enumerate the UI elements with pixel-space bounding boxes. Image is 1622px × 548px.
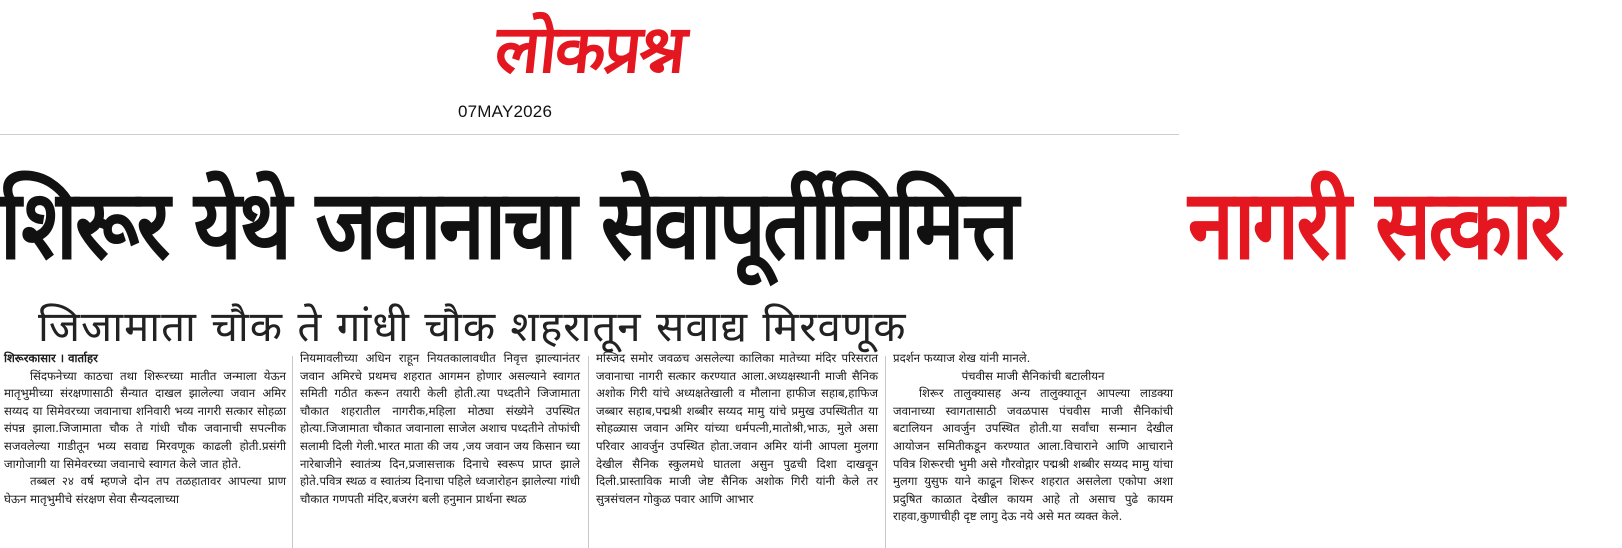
column-divider	[292, 356, 293, 548]
article-column-1	[4, 350, 286, 548]
column-divider	[885, 356, 886, 548]
paragraph: प्रदर्शन फय्याज शेख यांनी मानले.	[893, 351, 1031, 365]
paragraph: तब्बल २४ वर्ष म्हणजे दोन तप तळहातावर आपल्या प्राण घेऊन मातृभुमीचे संरक्षण सेवा सैन्यदलाच्या	[4, 474, 286, 506]
paragraph: सिंदफनेच्या काठचा तथा शिरूरच्या मातीत जन्माला येऊन मातृभुमीच्या संरक्षणासाठी सैन्यात दाखल झालेल्या जवान अमिर सय्यद या सिमेवरच्या जवानाचा शनिवारी भव्य नागरी सत्कार सोहळा संपन्न झाला.जिजामाता चौक ते गांधी चौक जवानाची सपत्नीक सजवलेल्या गाडीतून भव्य सवाद्य मिरवणूक काढली होती.प्रसंगी जागोजागी या सिमेवरच्या जवानाचे स्वागत केले जात होते.	[4, 368, 286, 471]
article-column-3	[596, 350, 878, 548]
dateline: शिरूरकासार । वार्ताहर	[4, 351, 98, 365]
masthead-divider	[0, 134, 1179, 135]
headline-red-wrap	[1188, 150, 1562, 300]
article-subheading: पंचवीस माजी सैनिकांची बटालीयन	[961, 368, 1105, 383]
headline-red-part: नागरी सत्कार	[1187, 169, 1562, 281]
paragraph: शिरूर तालुक्यासह अन्य तालुक्यातून आपल्या लाडक्या जवानाच्या स्वागतासाठी जवळपास पंचवीस माजी सैनिकांची बटालियन आवर्जुन उपस्थित होती.या सर्वांचा सन्मान देखील आयोजन समितीकडून करण्यात आला.विचाराने आणि आचाराने पवित्र शिरूरची भुमी असे गौरवोद्गार पद्मश्री शब्बीर सय्यद मामु यांचा मुलगा युसुफ याने काढून शिरूर शहरात असलेला एकोपा अशा प्रदुषित काळात देखील कायम आहे तो असाच पुढे कायम राहवा,कुणाचीही दृष्ट लागु देऊ नये असे मत व्यक्त केले.	[893, 386, 1173, 524]
masthead-logo	[450, 4, 730, 102]
masthead-logo-text: लोकप्रश्न	[491, 11, 689, 88]
headline	[0, 150, 1562, 300]
issue-date: 07MAY2026	[458, 102, 553, 121]
paragraph: मस्जिद समोर जवळच असलेल्या कालिका मातेच्या मंदिर परिसरात जवानाचा नागरी सत्कार करण्यात आला.अध्यक्षस्थानी माजी सैनिक अशोक गिरी यांचे अध्यक्षतेखाली व मौलाना हाफीज सहाब,हाफिज जब्बार सहाब,पद्मश्री शब्बीर सय्यद मामु यांचे प्रमुख उपस्थितीत या सोहळ्यास जवान अमिर यांच्या धर्मपत्नी,मातोश्री,भाऊ, मुले असा परिवार आवर्जुन उपस्थित होता.जवान अमिर यांनी आपला मुलगा देखील सैनिक स्कुलमधे घातला असुन पुढची दिशा दाखवून दिली.प्रास्ताविक माजी जेष्ट सैनिक अशोक गिरी यांनी केले तर सुत्रसंचलन गोकुळ पवार आणि आभार	[596, 351, 878, 506]
article-column-2	[300, 350, 580, 548]
subheadline: जिजामाता चौक ते गांधी चौक शहरातून सवाद्य मिरवणूक	[38, 302, 907, 351]
article-column-4	[893, 350, 1173, 548]
article-body	[0, 350, 1179, 548]
headline-black-part: शिरूर येथे जवानाचा सेवापूर्तीनिमित्त	[0, 169, 1017, 281]
paragraph: नियमावलीच्या अधिन राहून नियतकालावधीत निवृत्त झाल्यानंतर जवान अमिरचे प्रथमच शहरात आगमन होणार असल्याने स्वागत समिती गठीत करून तयारी केली होती.त्या पध्दतीने जिजामाता चौकात शहरातील नागरीक,महिला मोठ्या संख्येने उपस्थित होत्या.जिजामाता चौकात जवानाला साजेल अशाच पध्दतीने तोफांची सलामी दिली गेली.भारत माता की जय ,जय जवान जय किसान च्या नारेबाजीने स्वातंत्र्य दिन,प्रजासत्ताक दिनाचे स्वरूप प्राप्त झाले होते.पवित्र स्थळ व स्वातंत्र्य दिनाचा पहिले ध्वजारोहन झालेल्या गांधी चौकात गणपती मंदिर,बजरंग बली हनुमान प्रार्थना स्थळ	[300, 351, 580, 506]
column-divider	[588, 356, 589, 548]
